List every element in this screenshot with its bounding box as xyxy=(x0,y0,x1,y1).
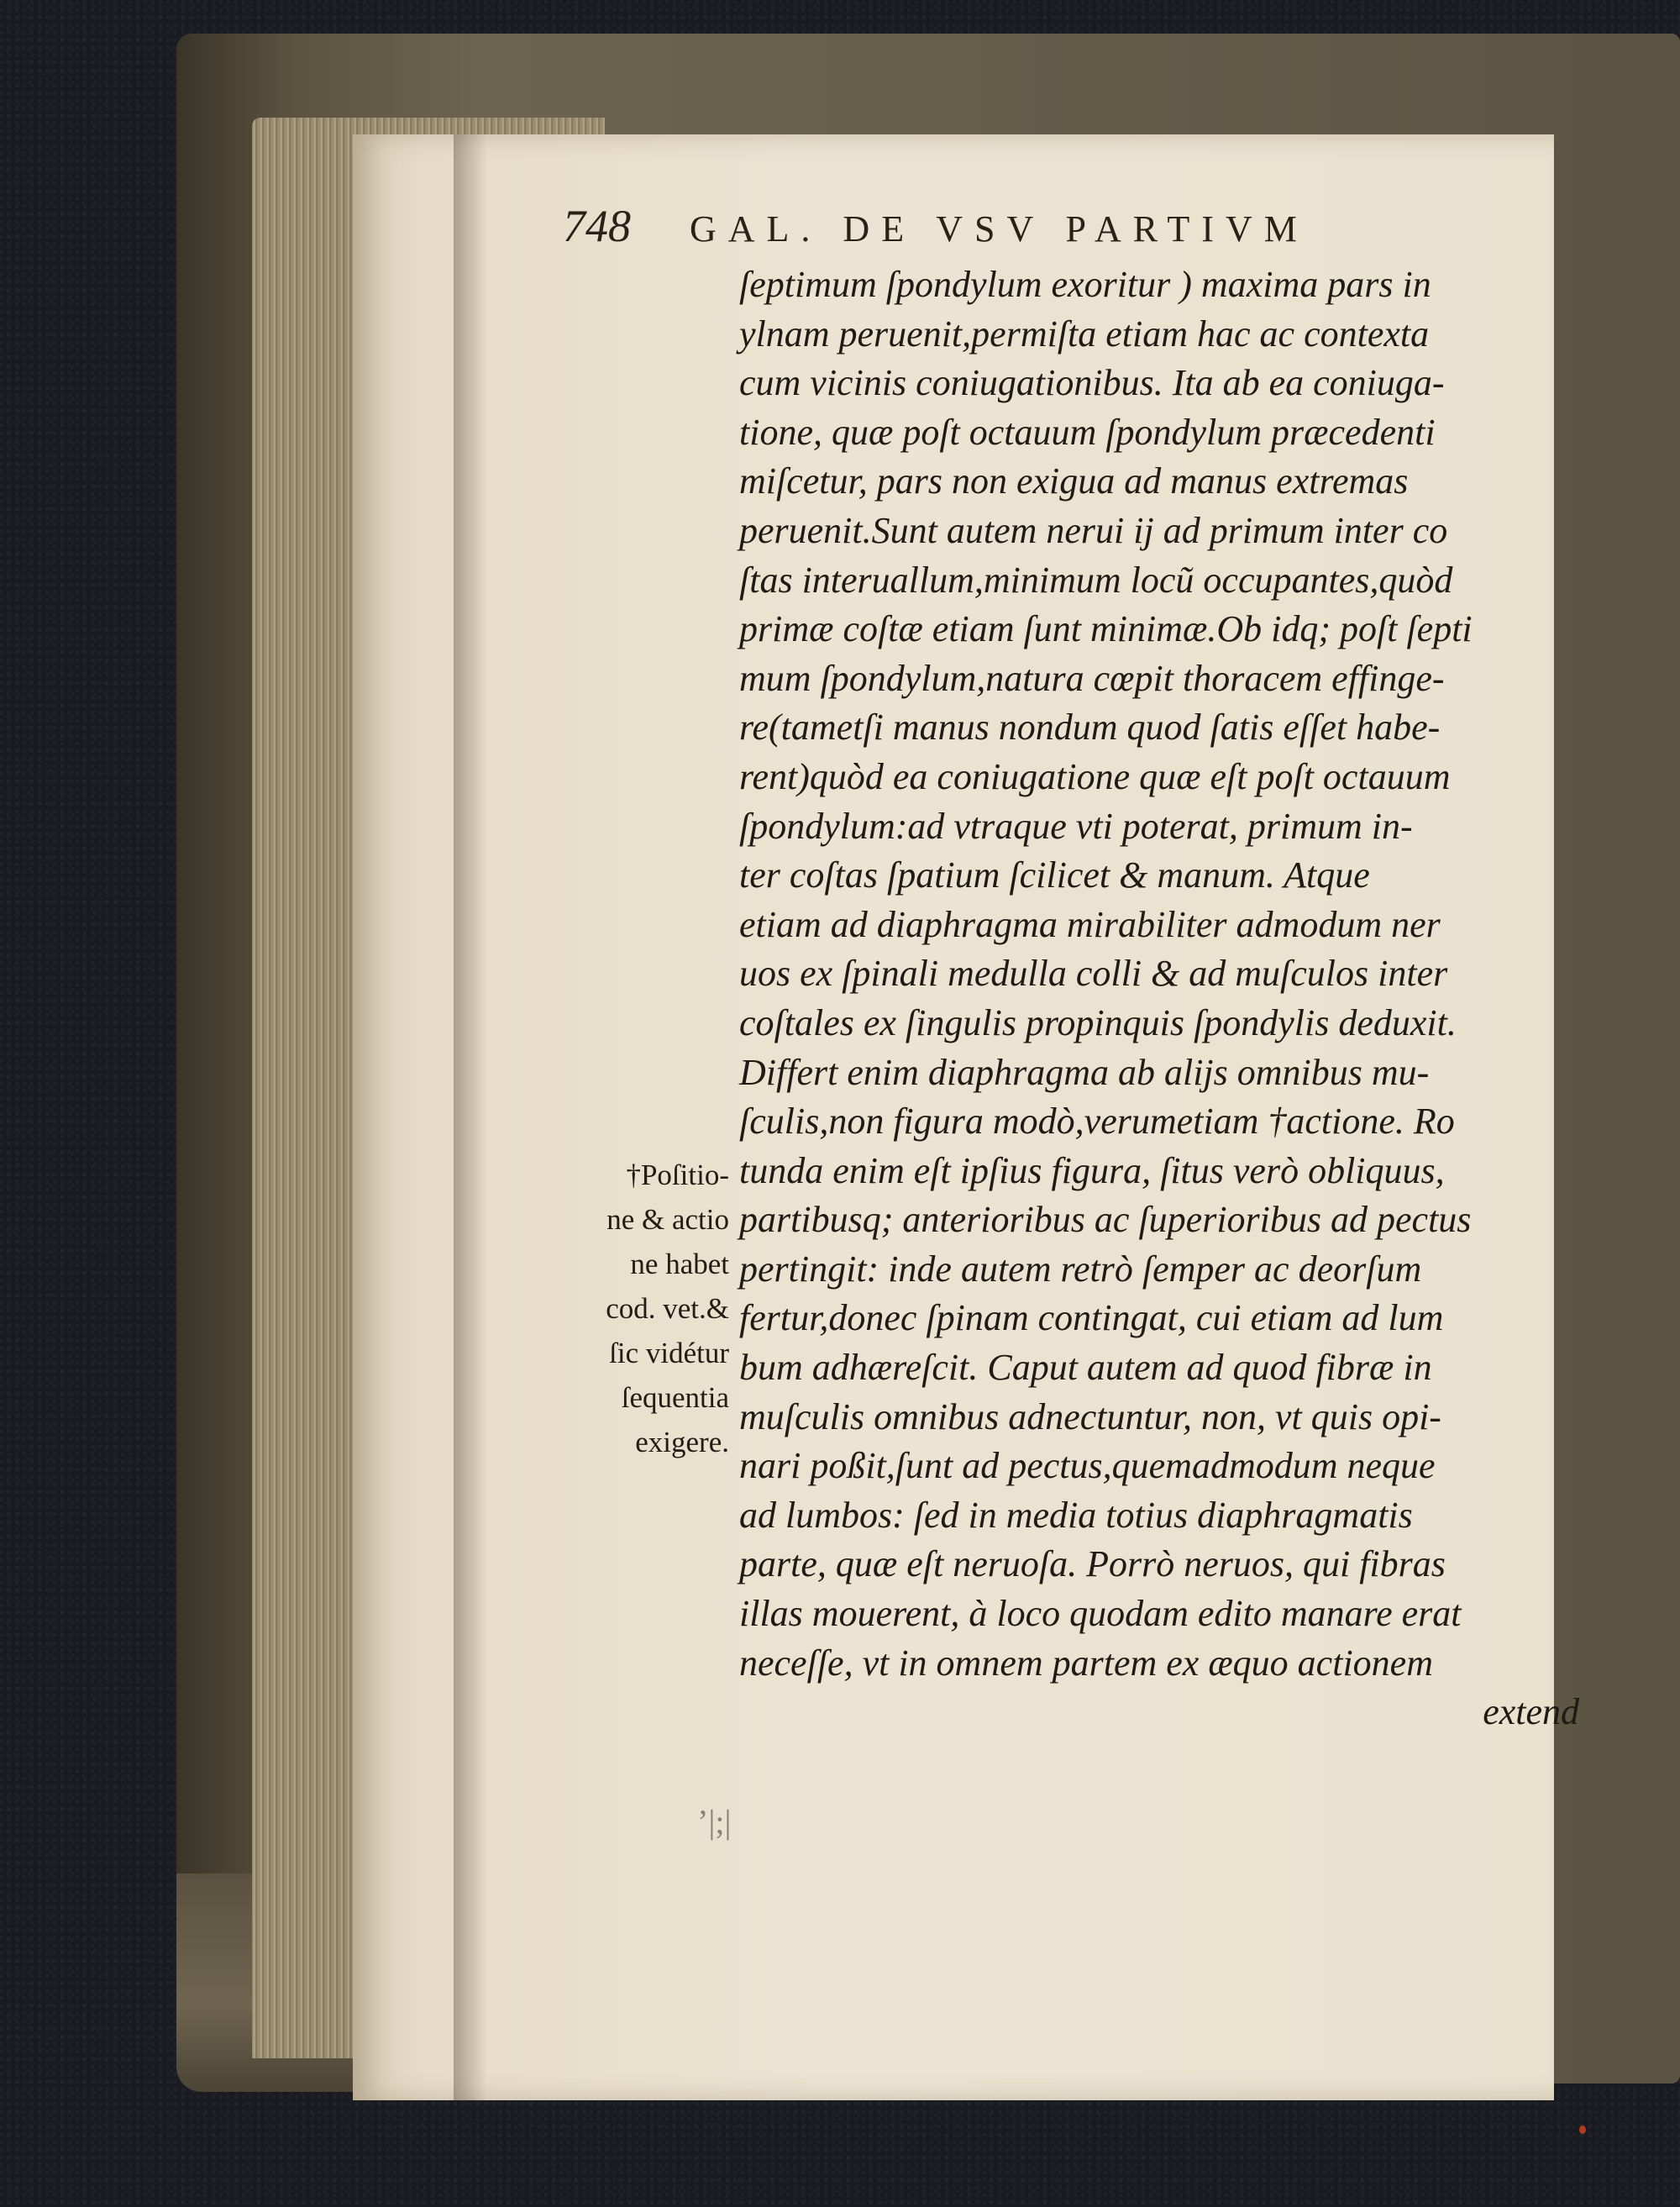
text-line: muſculis omnibus adnectuntur, non, vt quis opi- xyxy=(739,1395,1441,1437)
text-line: Differt enim diaphragma ab alijs omnibus mu- xyxy=(739,1051,1430,1093)
text-line: ter coſtas ſpatium ſcilicet & manum. Atque xyxy=(739,854,1370,896)
signature-mark: ʼ|;| xyxy=(697,1803,732,1841)
text-line: parte, quæ eſt neruoſa. Porrò neruos, qui fibras xyxy=(739,1543,1446,1585)
text-line: miſcetur, pars non exigua ad manus extremas xyxy=(739,460,1409,502)
text-line: pertingit: inde autem retrò ſemper ac deorſum xyxy=(739,1248,1422,1290)
text-line: ſtas interuallum,minimum locũ occupantes,quòd xyxy=(739,559,1453,601)
text-line: nari poßit,ſunt ad pectus,quemadmodum neque xyxy=(739,1445,1436,1487)
gutter-shadow xyxy=(454,134,487,2100)
text-line: etiam ad diaphragma mirabiliter admodum ner xyxy=(739,903,1441,945)
marginal-note-line: ſic vidétur xyxy=(609,1337,729,1369)
catchword: extend xyxy=(1483,1691,1579,1733)
marginal-note-line: †Poſitio- xyxy=(626,1159,729,1191)
text-line: fertur,donec ſpinam contingat, cui etiam ad lum xyxy=(739,1297,1444,1339)
marginal-note-line: cod. vet.& xyxy=(606,1292,729,1325)
page-header xyxy=(563,200,1487,267)
text-line: primæ coſtæ etiam ſunt minimæ.Ob idq; poſt ſepti xyxy=(739,608,1473,650)
text-line: ad lumbos: ſed in media totius diaphragmatis xyxy=(739,1494,1413,1536)
marginal-note-line: ne habet xyxy=(630,1248,729,1280)
text-line: tione, quæ poſt octauum ſpondylum præcedenti xyxy=(739,411,1436,453)
text-line: uos ex ſpinali medulla colli & ad muſculos inter xyxy=(739,953,1448,995)
text-line: ylnam peruenit,permiſta etiam hac ac contexta xyxy=(739,313,1430,355)
body-text xyxy=(739,260,1579,1737)
page-number: 748 xyxy=(563,201,631,251)
marginal-note-line: ſequentia xyxy=(621,1381,729,1414)
text-line: ſculis,non figura modò,verumetiam †actione. Ro xyxy=(739,1101,1455,1143)
text-line: coſtales ex ſingulis propinquis ſpondylis deduxit. xyxy=(739,1001,1457,1043)
marginal-note-line: ne & actio xyxy=(606,1203,729,1236)
text-line: bum adhæreſcit. Caput autem ad quod fibræ in xyxy=(739,1347,1432,1389)
ink-spot xyxy=(1579,2126,1586,2134)
text-line: peruenit.Sunt autem nerui ij ad primum inter co xyxy=(739,509,1448,551)
marginal-note-line: exigere. xyxy=(635,1426,729,1458)
marginal-note xyxy=(536,1153,729,1464)
text-line: rent)quòd ea coniugatione quæ eſt poſt octauum xyxy=(739,755,1451,797)
text-line: illas mouerent, à loco quodam edito manare erat xyxy=(739,1593,1462,1635)
text-line: tunda enim eſt ipſius figura, ſitus verò obliquus, xyxy=(739,1149,1445,1191)
running-head: GAL. DE VSV PARTIVM xyxy=(690,208,1309,250)
text-line: re(tametſi manus nondum quod ſatis eſſet habe- xyxy=(739,707,1441,749)
text-line: partibusq; anterioribus ac ſuperioribus ad pectus xyxy=(739,1199,1472,1241)
text-line: cum vicinis coniugationibus. Ita ab ea coniuga- xyxy=(739,362,1445,404)
text-line: mum ſpondylum,natura cœpit thoracem effinge- xyxy=(739,657,1445,699)
text-line: ſeptimum ſpondylum exoritur ) maxima pars in xyxy=(739,264,1431,305)
text-line: neceſſe, vt in omnem partem ex æquo actionem xyxy=(739,1642,1433,1684)
text-line: ſpondylum:ad vtraque vti poterat, primum in- xyxy=(739,805,1413,847)
